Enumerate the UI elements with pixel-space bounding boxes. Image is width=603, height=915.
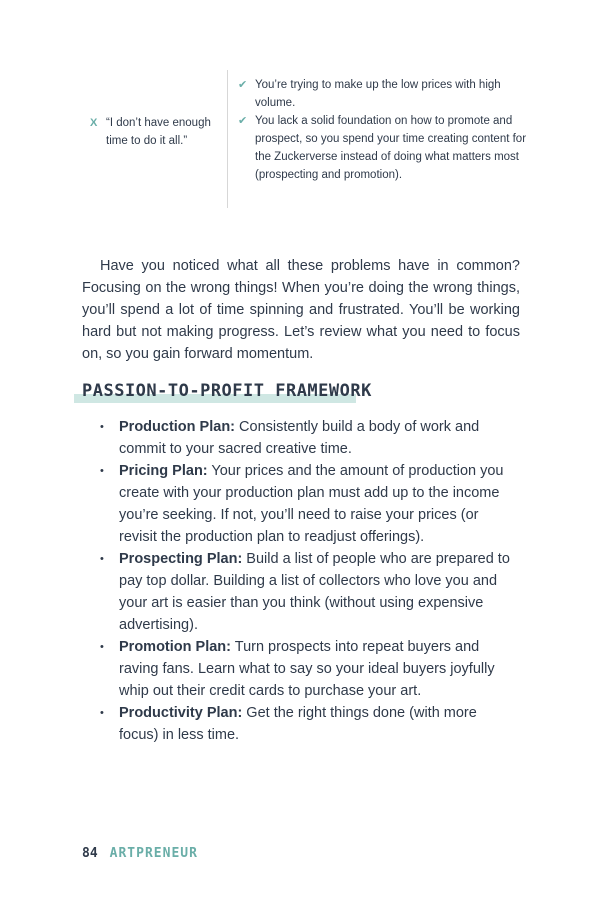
section-heading: PASSION-TO-PROFIT FRAMEWORK <box>82 381 372 401</box>
bullet-icon: • <box>100 707 104 719</box>
checkmark-icon: ✔ <box>238 115 248 127</box>
plan-description: Turn prospects into repeat buyers and raving fans. Learn what to say so your ideal buyers joyfully whip out their credit cards to purchase your art. <box>119 639 495 699</box>
list-item-text <box>119 636 510 702</box>
list-item <box>100 548 510 636</box>
bullet-icon: • <box>100 421 104 433</box>
reasons-column <box>238 76 528 184</box>
plan-name: Production Plan: <box>119 419 235 435</box>
book-title: ARTPRENEUR <box>109 846 198 861</box>
column-divider <box>227 70 228 208</box>
section-heading-block <box>74 381 372 405</box>
framework-list <box>100 416 510 746</box>
list-item <box>100 702 510 746</box>
checkmark-icon: ✔ <box>238 79 248 91</box>
list-item-text <box>119 702 510 746</box>
x-mark-icon: X <box>90 117 98 129</box>
objection-text: “I don’t have enough time to do it all.” <box>106 117 211 147</box>
plan-description: Get the right things done (with more focus) in less time. <box>119 705 477 743</box>
page-footer <box>82 846 198 861</box>
plan-description: Build a list of people who are prepared to pay top dollar. Building a list of collectors who love you and your art is easier than you think (without using expensive advertising). <box>119 551 510 633</box>
plan-name: Prospecting Plan: <box>119 551 243 567</box>
plan-description: Your prices and the amount of production you create with your production plan must add up to the income you’re seeking. If not, you’ll need to raise your prices (or revisit the production plan to readjust offerings). <box>119 463 504 545</box>
body-paragraph: Have you noticed what all these problems have in common? Focusing on the wrong things! When you’re doing the wrong things, you’ll spend a lot of time spinning and frustrated. You’ll be working hard but not making progress. Let’s review what you need to focus on, so you gain forward momentum. <box>82 257 520 362</box>
reason-item <box>238 76 528 112</box>
bullet-icon: • <box>100 553 104 565</box>
bullet-icon: • <box>100 641 104 653</box>
list-item <box>100 416 510 460</box>
list-item-text <box>119 548 510 636</box>
plan-name: Promotion Plan: <box>119 639 231 655</box>
plan-name: Pricing Plan: <box>119 463 208 479</box>
plan-description: Consistently build a body of work and commit to your sacred creative time. <box>119 419 480 457</box>
bullet-icon: • <box>100 465 104 477</box>
objection-column <box>90 114 225 150</box>
reason-item <box>238 112 528 184</box>
mistakes-table <box>90 76 530 210</box>
list-item-text <box>119 416 510 460</box>
list-item <box>100 460 510 548</box>
reason-text: You’re trying to make up the low prices with high volume. <box>255 79 501 109</box>
reason-text: You lack a solid foundation on how to promote and prospect, so you spend your time creating content for the Zuckerverse instead of doing what matters most (prospecting and promotion). <box>255 115 527 181</box>
plan-name: Productivity Plan: <box>119 705 243 721</box>
page-number: 84 <box>82 846 98 861</box>
list-item-text <box>119 460 510 548</box>
list-item <box>100 636 510 702</box>
objection-item <box>90 114 225 150</box>
